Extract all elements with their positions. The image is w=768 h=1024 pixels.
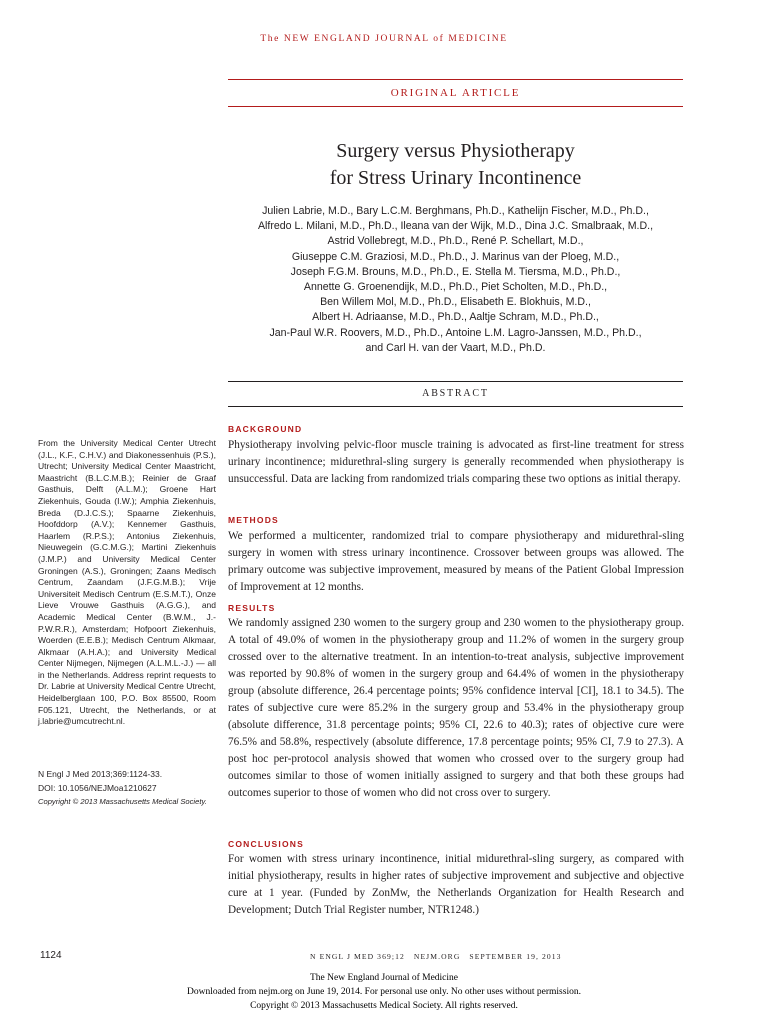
author-line: Jan-Paul W.R. Roovers, M.D., Ph.D., Antoine L.M. Lagro-Janssen, M.D., Ph.D.,	[269, 326, 642, 339]
author-line: Astrid Vollebregt, M.D., Ph.D., René P. Schellart, M.D.,	[327, 235, 584, 248]
author-line: Annette G. Groenendijk, M.D., Ph.D., Piet Scholten, M.D., Ph.D.,	[303, 281, 608, 294]
article-title	[228, 138, 683, 192]
abstract-heading: ABSTRACT	[422, 388, 489, 399]
download-journal-name: The New England Journal of Medicine	[310, 973, 458, 983]
title-line-1: Surgery versus Physiotherapy	[336, 140, 575, 162]
journal-header: The NEW ENGLAND JOURNAL of MEDICINE	[260, 34, 508, 44]
methods-text: We performed a multicenter, randomized trial to compare physiotherapy and midurethral-sling surgery in women with stress urinary incontinence. Crossover between groups was allowed. The primary outcome was subjective improvement, measured by means of the Patient Global Impression of Improvement at 12 months.	[228, 530, 684, 593]
doi: DOI: 10.1056/NEJMoa1210627	[38, 783, 157, 793]
results-text: We randomly assigned 230 women to the surgery group and 230 women to the physiotherapy group. A total of 49.0% of women in the physiotherapy group and 11.2% of women in the surgery group crossed over to the alternative treatment. In an intention-to-treat analysis, subjective improvement was reported by 90.8% of women in the surgery group and 64.4% of women in the physiotherapy group (absolute difference, 26.4 percentage points; 95% confidence interval [CI], 18.1 to 34.5). The rates of subjective cure were 85.2% in the surgery group and 53.4% in the physiotherapy group (absolute difference, 31.8 percentage points; 95% CI, 22.6 to 40.3); rates of objective cure were 76.5% and 58.8%, respectively (absolute difference, 17.8 percentage points; 95% CI, 7.9 to 27.3). A post hoc per-protocol analysis showed that women who crossed over to the surgery group had outcomes similar to those of women initially assigned to surgery and that both these groups had outcomes superior to those of women who did not cross over to surgery.	[228, 617, 684, 799]
title-line-2: for Stress Urinary Incontinence	[329, 167, 582, 189]
methods-heading: METHODS	[228, 515, 279, 525]
author-line: Ben Willem Mol, M.D., Ph.D., Elisabeth E. Blokhuis, M.D.,	[320, 296, 591, 309]
author-line: Albert H. Adriaanse, M.D., Ph.D., Aaltje Schram, M.D., Ph.D.,	[312, 311, 599, 324]
abstract-rule-top	[228, 381, 683, 382]
author-line: and Carl H. van der Vaart, M.D., Ph.D.	[365, 341, 546, 354]
author-line: Giuseppe C.M. Graziosi, M.D., Ph.D., J. Marinus van der Ploeg, M.D.,	[291, 250, 620, 263]
copyright-notice: Copyright © 2013 Massachusetts Medical Society.	[38, 797, 207, 806]
author-list	[228, 204, 683, 356]
background-heading: BACKGROUND	[228, 424, 303, 434]
citation: N Engl J Med 2013;369:1124-33.	[38, 769, 163, 779]
abstract-rule-bottom	[228, 406, 683, 407]
article-type: ORIGINAL ARTICLE	[390, 87, 521, 99]
download-notice: Downloaded from nejm.org on June 19, 2014. For personal use only. No other uses without permission.	[187, 987, 581, 997]
page-number: 1124	[40, 950, 62, 961]
results-heading: RESULTS	[228, 603, 276, 613]
journal-footer: N ENGL J MED 369;12 NEJM.ORG SEPTEMBER 19, 2013	[310, 952, 562, 961]
conclusions-heading: CONCLUSIONS	[228, 839, 305, 849]
conclusions-text: For women with stress urinary incontinence, initial midurethral-sling surgery, as compared with initial physiotherapy, results in higher rates of subjective improvement and subjective and objective cure at 1 year. (Funded by ZonMw, the Netherlands Organization for Health Research and Development; Dutch Trial Register number, NTR1248.)	[228, 853, 684, 916]
author-line: Joseph F.G.M. Brouns, M.D., Ph.D., E. Stella M. Tiersma, M.D., Ph.D.,	[290, 265, 621, 278]
article-type-rule-bottom	[228, 106, 683, 107]
download-copyright: Copyright © 2013 Massachusetts Medical Society. All rights reserved.	[250, 1001, 518, 1011]
background-text: Physiotherapy involving pelvic-floor muscle training is advocated as first-line treatment for stress urinary incontinence; midurethral-sling surgery is generally recommended when physiotherapy is unsuccessful. Data are lacking from randomized trials comparing these two options as initial therapy.	[228, 439, 684, 485]
author-line: Alfredo L. Milani, M.D., Ph.D., Ileana van der Wijk, M.D., Dina J.C. Smalbraak, M.D.,	[257, 220, 654, 233]
article-type-rule-top	[228, 79, 683, 80]
affiliations: From the University Medical Center Utrecht (J.L., K.F., C.H.V.) and Diakonessenhuis (P.S.), Utrecht; University Medical Center Maastricht, Maastricht (B.L.C.M.B.); Reinier de Graaf Gasthuis, Delft (A.L.M.); Groene Hart Ziekenhuis, Gouda (I.W.); Amphia Ziekenhuis, Breda (D.J.C.S.); Spaarne Ziekenhuis, Hoofddorp (A.V.); Kennemer Gasthuis, Haarlem (R.P.S.); Antonius Ziekenhuis, Nieuwegein (G.C.M.G.); Martini Ziekenhuis (J.M.P.) and University Medical Center Groningen (A.S.), Groningen; Zaans Medisch Centrum, Zaandam (J.F.G.M.B.); Vrije Universiteit Medisch Centrum (E.S.M.T.), Onze Lieve Vrouwe Gasthuis (A.G.G.), and Academic Medical Center (B.W.M., J.-P.W.R.R.), Amsterdam; Hofpoort Ziekenhuis, Woerden (E.E.B.); Medisch Centrum Alkmaar, Alkmaar (A.H.A.); and University Medical Center Nijmegen, Nijmegen (A.L.M.L.-J.) — all in the Netherlands. Address reprint requests to Dr. Labrie at University Medical Centre Utrecht, Heidelberglaan 100, P.O. Box 85500, Room F05.121, Utrecht, the Netherlands, or at j.labrie@umcutrecht.nl.	[38, 438, 216, 727]
author-line: Julien Labrie, M.D., Bary L.C.M. Berghmans, Ph.D., Kathelijn Fischer, M.D., Ph.D.,	[262, 205, 649, 217]
